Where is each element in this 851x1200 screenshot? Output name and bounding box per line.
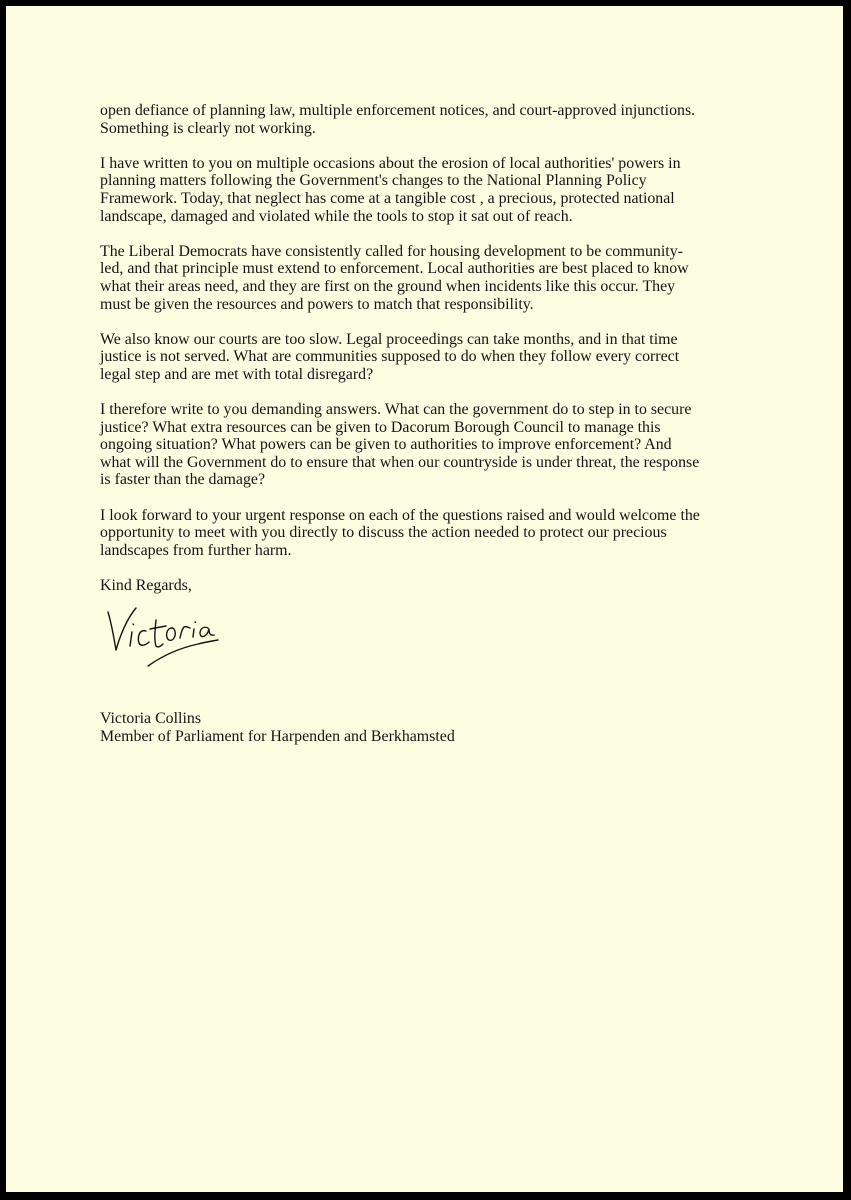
paragraph-planning-powers xyxy=(100,155,770,225)
text-line: justice? What extra resources can be given to Dacorum Borough Council to manage this xyxy=(100,418,661,436)
text-line: what will the Government do to ensure that when our countryside is under threat, the response xyxy=(100,453,700,471)
text-line: I have written to you on multiple occasions about the erosion of local authorities' powers in xyxy=(100,154,681,172)
paragraph-closing-request xyxy=(100,507,770,560)
text-line: landscape, damaged and violated while the tools to stop it sat out of reach. xyxy=(100,207,573,225)
text-line: planning matters following the Government's changes to the National Planning Policy xyxy=(100,172,647,190)
text-line: We also know our courts are too slow. Legal proceedings can take months, and in that time xyxy=(100,330,678,348)
text-line: landscapes from further harm. xyxy=(100,541,292,559)
text-line: I therefore write to you demanding answers. What can the government do to step in to secure xyxy=(100,401,692,419)
text-line: justice is not served. What are communities supposed to do when they follow every correct xyxy=(100,348,680,366)
paragraph-questions xyxy=(100,401,770,489)
sign-off xyxy=(100,577,770,595)
text-line: Framework. Today, that neglect has come at a tangible cost , a precious, protected national xyxy=(100,189,675,207)
paragraph-enforcement-defiance xyxy=(100,102,770,137)
text-line: I look forward to your urgent response on each of the questions raised and would welcome the xyxy=(100,506,700,524)
text-line: The Liberal Democrats have consistently called for housing development to be community- xyxy=(100,242,683,260)
paragraph-community-led xyxy=(100,243,770,313)
signatory-name: Victoria Collins xyxy=(100,710,201,727)
text-line: legal step and are met with total disregard? xyxy=(100,365,374,383)
signatory-role: Member of Parliament for Harpenden and Berkhamsted xyxy=(100,728,455,745)
text-line: open defiance of planning law, multiple enforcement notices, and court-approved injunctions. xyxy=(100,102,696,119)
sign-off-text: Kind Regards, xyxy=(100,577,192,595)
text-line: ongoing situation? What powers can be given to authorities to improve enforcement? And xyxy=(100,436,672,454)
letter-body xyxy=(100,102,770,612)
text-line: is faster than the damage? xyxy=(100,471,266,489)
signatory-block xyxy=(100,710,455,746)
text-line: Something is clearly not working. xyxy=(100,119,316,137)
paragraph-courts xyxy=(100,331,770,384)
text-line: what their areas need, and they are first on the ground when incidents like this occur. They xyxy=(100,277,676,295)
text-line: opportunity to meet with you directly to discuss the action needed to protect our precious xyxy=(100,524,667,542)
handwritten-signature xyxy=(102,598,232,678)
letter-page xyxy=(6,6,843,1192)
text-line: must be given the resources and powers to match that responsibility. xyxy=(100,295,534,313)
text-line: led, and that principle must extend to enforcement. Local authorities are best placed to know xyxy=(100,260,689,278)
